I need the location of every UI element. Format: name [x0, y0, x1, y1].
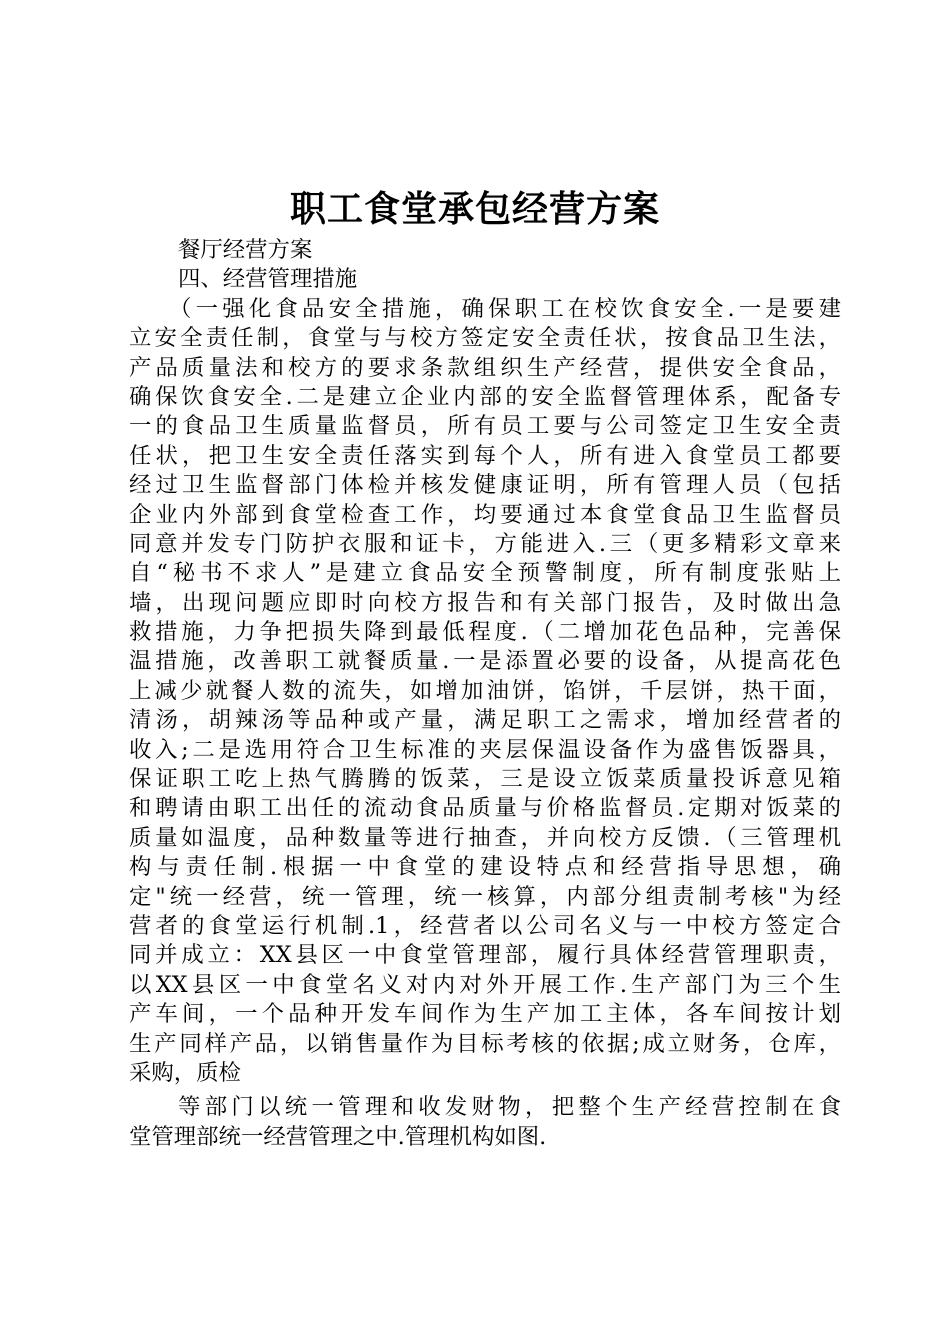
text-line: 上减少就餐人数的流失，如增加油饼，馅饼，千层饼，热干面， [129, 677, 841, 704]
text-line: 营者的食堂运行机制.1，经营者以公司名义与一中校方签定合 [129, 912, 841, 939]
section-heading: 餐厅经营方案 [178, 237, 313, 263]
text-line: 确保饮食安全.二是建立企业内部的安全监督管理体系，配备专 [129, 383, 841, 410]
paragraph-1 [129, 295, 841, 1089]
text-line: 以XX县区一中食堂名义对内对外开展工作.生产部门为三个生 [129, 971, 841, 998]
text-line: 构与责任制.根据一中食堂的建设特点和经营指导思想，确 [129, 854, 841, 881]
text-line: 等部门以统一管理和收发财物，把整个生产经营控制在食 [178, 1094, 841, 1121]
document-title: 职工食堂承包经营方案 [289, 188, 660, 230]
paragraph-2 [129, 1093, 841, 1152]
text-line: 堂管理部统一经营管理之中.管理机构如图. [129, 1123, 547, 1150]
text-line: 经过卫生监督部门体检并核发健康证明，所有管理人员（包括 [129, 472, 841, 499]
text-line: 生产同样产品，以销售量作为目标考核的依据;成立财务，仓库， [129, 1030, 841, 1057]
text-line: 温措施，改善职工就餐质量.一是添置必要的设备，从提高花色 [129, 648, 841, 675]
text-line: 保证职工吃上热气腾腾的饭菜，三是设立饭菜质量投诉意见箱 [129, 766, 841, 793]
text-line: 清汤，胡辣汤等品种或产量，满足职工之需求，增加经营者的 [129, 707, 841, 734]
text-line: 任状，把卫生安全责任落实到每个人，所有进入食堂员工都要 [129, 442, 841, 469]
text-line: 产车间，一个品种开发车间作为生产加工主体，各车间按计划 [129, 1001, 841, 1028]
text-line: 产品质量法和校方的要求条款组织生产经营，提供安全食品， [129, 354, 841, 381]
text-line: 一的食品卫生质量监督员，所有员工要与公司签定卫生安全责 [129, 413, 841, 440]
text-line: 采购，质检 [129, 1059, 241, 1086]
text-line: 同并成立：XX县区一中食堂管理部，履行具体经营管理职责， [129, 942, 841, 969]
text-line: 自“秘书不求人”是建立食品安全预警制度，所有制度张贴上 [129, 560, 841, 587]
text-line: 质量如温度，品种数量等进行抽查，并向校方反馈.（三管理机 [129, 824, 841, 851]
text-line: 救措施，力争把损失降到最低程度.（二增加花色品种，完善保 [129, 619, 841, 646]
subsection-heading: 四、经营管理措施 [178, 266, 358, 293]
text-line: 企业内外部到食堂检查工作，均要通过本食堂食品卫生监督员 [129, 501, 841, 528]
text-line: 收入;二是选用符合卫生标准的夹层保温设备作为盛售饭器具， [129, 736, 841, 763]
text-line: 定"统一经营，统一管理，统一核算，内部分组责制考核"为经 [129, 883, 841, 910]
text-line: 立安全责任制，食堂与与校方签定安全责任状，按食品卫生法， [129, 325, 841, 352]
text-line: （一强化食品安全措施，确保职工在校饮食安全.一是要建 [169, 295, 841, 322]
text-line: 和聘请由职工出任的流动食品质量与价格监督员.定期对饭菜的 [129, 795, 841, 822]
document-body [129, 236, 841, 1152]
text-line: 同意并发专门防护衣服和证卡，方能进入.三（更多精彩文章来 [129, 530, 841, 557]
text-line: 墙，出现问题应即时向校方报告和有关部门报告，及时做出急 [129, 589, 841, 616]
